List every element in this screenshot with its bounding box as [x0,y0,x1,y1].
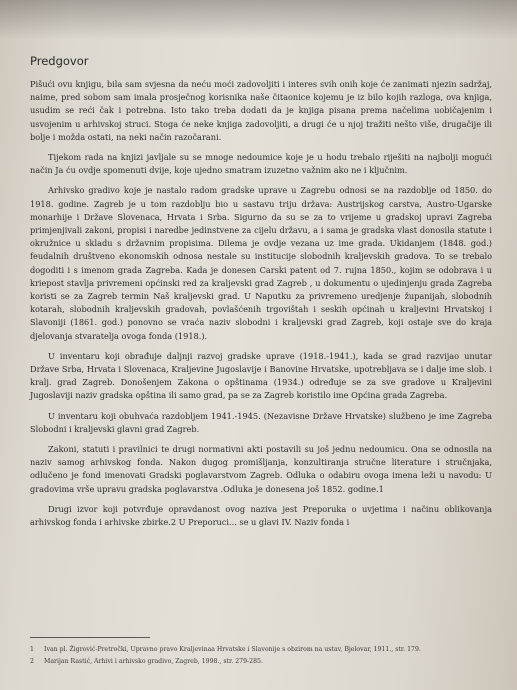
footnote-text: Marijan Rastić, Arhivi i arhivsko gradivo, Zagreb, 1998., str. 279-285. [44,657,263,665]
footnote-2 [30,658,492,667]
paragraph-2: Tijekom rada na knjizi javljale su se mnoge nedoumice koje je u hodu trebalo riješiti na najbolji mogući način Ja ću ovdje spomenuti dvije, koje ujedno smatram izuzetno važnim ako ne i ključnim. [30,152,492,176]
footnote-1 [30,646,492,655]
footnote-divider [30,637,150,638]
top-shadow [0,0,517,40]
paragraph-3: Arhivsko gradivo koje je nastalo radom gradske uprave u Zagrebu odnosi se na razdoblje od 1850. do 1918. godine. Zagreb je u tom razdoblju bio u sastavu triju država: Austrijskog carstva, Austro-Ugarske monarhije i Države Slovenaca, Hrvata i Srba. Sigurno da su se za to vrijeme u gradskoj upravi Zagreba primjenjivali zakoni, propisi i naredbe jedinstvene za cijelu državu, a i sama je gradska vlast donosila statute i okružnice u skladu s državnim propisima. Dilema je ovdje vezana uz ime grada. Ukidanjem (1848. god.) feudalnih društveno ekonomskih odnosa nestale su institucije slobodnih kraljevskih gradova. To se trebalo dogoditi i s imenom grada Zagreba. Kada je donesen Carski patent od 7. rujna 1850., kojim se odobrava i u kriepost stavlja privremeni općinski red za kraljevski grad Zagreb , u dokumentu o ujedinjenju grada Zagreba koristi se za Zagreb termin Naš kraljevski grad. U Naputku za privremeno uredjenje županijah, slobodnih kotarah, slobodnih kraljevskih gradovah, povlašćenih trgovištah i seskih općinah u kraljevini Hrvatskoj i Slavoniji (1861. god.) ponovno se vraća naziv slobodni i kraljevski grad Zagreb, koji ostaje sve do kraja djelovanja stvaratelja ovoga fonda (1918.). [30,185,492,341]
paragraph-7: Drugi izvor koji potvrđuje opravdanost ovog naziva jest Preporuka o uvjetima i načinu oblikovanja arhivskog fonda i arhivske zbirke.2 U Preporuci... se u glavi IV. Naziv fonda i [30,503,492,528]
paragraph-4: U inventaru koji obrađuje daljnji razvoj gradske uprave (1918.-1941.), kada se grad razvijao unutar Države Srba, Hrvata i Slovenaca, Kraljevine Jugoslavije i Banovine Hrvatske, upotrebljava se i dalje ime slob. i kralj. grad Zagreb. Donošenjem Zakona o opštinama (1934.) određuje se za sve gradove u Kraljevini Jugoslaviji naziv gradska opština ili samo grad, pa se za Zagreb koristilo ime Općina grada Zagreba. [30,350,492,401]
page-heading: Predgovor [30,54,89,68]
footnote-text: Ivan pl. Žigrović-Pretročki, Upravno pravo Kraljevinaa Hrvatske i Slavonije s obzirom na ustav, Bjelovar, 1911., str. 179. [44,646,421,653]
paragraph-6: Zakoni, statuti i pravilnici te drugi normativni akti postavili su još jednu nedoumicu. Ona se odnosila na naziv samog arhivskog fonda. Nakon dugog promišljanja, konzultiranja stručne literature i stručnjaka, odlučeno je fond imenovati Gradski poglavarstvom Zagreb. Odluka o odabiru ovoga imena leži u navodu: U gradovima vrše upravu gradska poglavarstva .Odluka je donesena još 1852. godine.1 [30,444,492,494]
paragraph-1: Pišući ovu knjigu, bila sam svjesna da neću moći zadovoljiti i interes svih onih koje će zanimati njezin sadržaj, naime, pred sobom sam imala prosječnog korisnika naše čitaonice kojemu je iz bilo kojih razloga, ova knjiga, usudim se reći čak i potrebna. Isto tako treba dodati da je knjiga pisana prema načelima uobičajenim i usvojenim u arhivskoj struci. Stoga će neke knjiga zadovoljiti, a drugi će u njoj tražiti nešto više, drugačije ili bolje i možda ostati, na neki način razočarani. [30,79,492,142]
footnote-number: 1 [30,646,34,653]
footnote-number: 2 [30,657,34,665]
page-content [30,54,492,536]
paragraph-5: U inventaru koji obuhvaća razdobljem 1941.-1945. (Nezavisne Države Hrvatske) službeno je ime Zagreba Slobodni i kraljevski glavni grad Zagreb. [30,410,492,434]
footnotes [30,646,492,669]
